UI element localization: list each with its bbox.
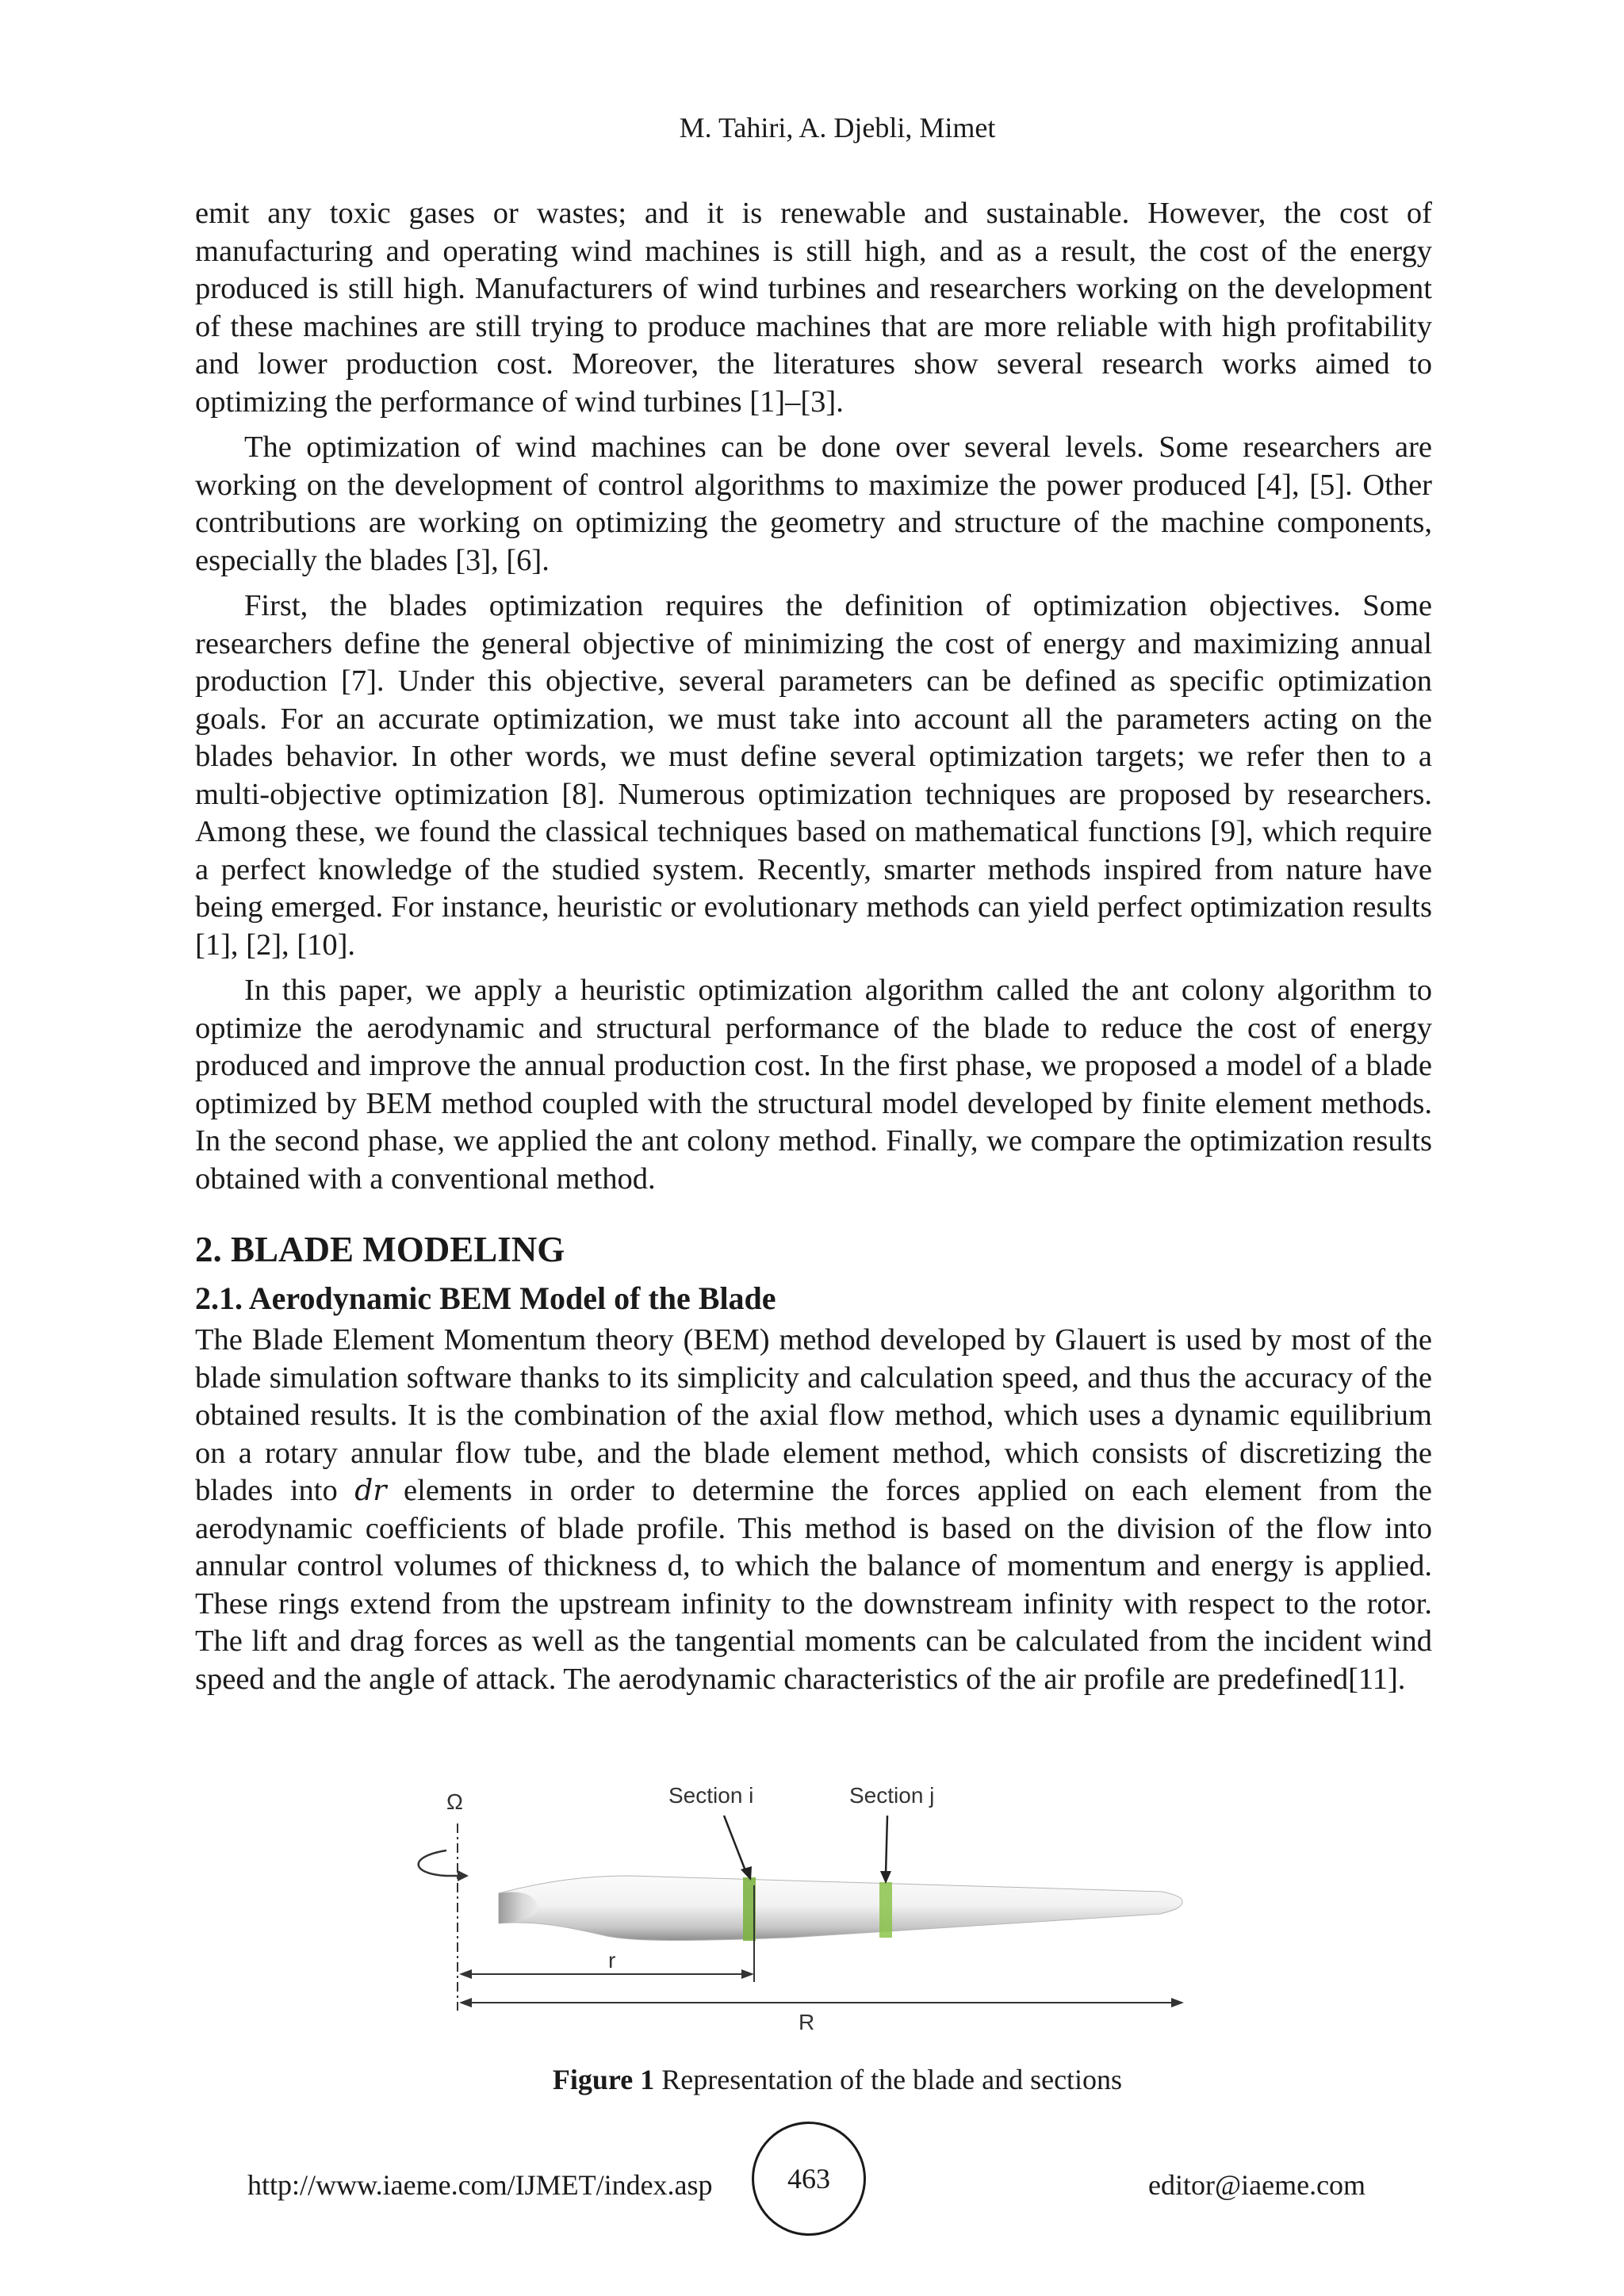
r-label: r: [608, 1948, 616, 1973]
figure-caption: [0, 2063, 1624, 2096]
footer-email-link[interactable]: editor@iaeme.com: [1148, 2169, 1366, 2201]
paragraph-bem: [195, 1322, 1432, 1698]
rotation-arrow-icon: [419, 1850, 458, 1876]
paragraph-bem-part-2: elements in order to determine the forces applied on each element from the aerodynamic coefficients of blade profile. This method is based on the division of the flow into annular control volumes of thickness d, to which the balance of momentum and energy is applied. These rings extend from the upstream infinity to the downstream infinity with respect to the rotor. The lift and drag forces as well as the tangential moments can be calculated from the incident wind speed and the angle of attack. The aerodynamic characteristics of the air profile are predefined[11].: [195, 1474, 1433, 1696]
R-label: R: [799, 2010, 815, 2034]
math-variable-dr: dr: [354, 1475, 387, 1507]
figure-caption-text: Representation of the blade and sections: [654, 2064, 1123, 2095]
figure-caption-label: Figure 1: [552, 2064, 655, 2095]
paragraph-4: In this paper, we apply a heuristic optimization algorithm called the ant colony algorithm to optimize the aerodynamic and structural performance of the blade to reduce the cost of energy produced and improve the annual production cost. In the first phase, we proposed a model of a blade optimized by BEM method coupled with the structural model developed by finite element methods. In the second phase, we applied the ant colony method. Finally, we compare the optimization results obtained with a conventional method.: [195, 974, 1432, 1196]
paragraph-bem-part-1: The Blade Element Momentum theory (BEM) method developed by Glauert is used by most of the blade simulation software thanks to its simplicity and calculation speed, and thus the accuracy of the obtained results. It is the combination of the axial flow method, which uses a dynamic equilibrium on a rotary annular flow tube, and the blade element method, which consists of discretizing the blades into: [195, 1323, 1432, 1507]
blade-shape: [499, 1876, 1182, 1941]
article-body: [195, 195, 1432, 1706]
section-j-arrowhead-icon: [880, 1871, 891, 1884]
section-i-pointer: [724, 1816, 746, 1873]
running-head-authors: M. Tahiri, A. Djebli, Mimet: [679, 112, 996, 144]
section-j-pointer: [886, 1816, 887, 1874]
section-heading: 2. BLADE MODELING: [195, 1230, 565, 1269]
omega-label: Ω: [446, 1789, 463, 1814]
r-arrowhead-right-icon: [741, 1969, 754, 1979]
r-arrowhead-left-icon: [459, 1969, 472, 1979]
paragraph-2: The optimization of wind machines can be done over several levels. Some researchers are working on the development of control algorithms to maximize the power produced [4], [5]. Other contributions are working on optimizing the geometry and structure of the machine components, especially the blades [3], [6].: [195, 430, 1432, 577]
subsection-heading: 2.1. Aerodynamic BEM Model of the Blade: [195, 1280, 776, 1316]
footer-url-link[interactable]: http://www.iaeme.com/IJMET/index.asp: [247, 2169, 713, 2201]
paragraph-3: First, the blades optimization requires the definition of optimization objectives. Some researchers define the general objective of minimizing the cost of energy and maximizing annual production [7]. Under this objective, several parameters can be defined as specific optimization goals. For an accurate optimization, we must take into account all the parameters acting on the blades behavior. In other words, we must define several optimization targets; we refer then to a multi-objective optimization [8]. Numerous optimization techniques are proposed by researchers. Among these, we found the classical techniques based on mathematical functions [9], which require a perfect knowledge of the studied system. Recently, smarter methods inspired from nature have being emerged. For instance, heuristic or evolutionary methods can yield perfect optimization results [1], [2], [10].: [195, 589, 1432, 962]
page-number: 463: [787, 2163, 830, 2195]
R-arrowhead-right-icon: [1171, 1998, 1184, 2007]
section-i-label: Section i: [668, 1783, 754, 1808]
page-number-badge: [752, 2122, 866, 2236]
section-j-label: Section j: [849, 1783, 935, 1808]
paragraph-1: emit any toxic gases or wastes; and it is renewable and sustainable. However, the cost of manufacturing and operating wind machines is still high, and as a result, the cost of the energy produced is still high. Manufacturers of wind turbines and researchers working on the development of these machines are still trying to produce machines that are more reliable with high profitability and lower production cost. Moreover, the literatures show several research works aimed to optimizing the performance of wind turbines [1]–[3].: [195, 197, 1432, 419]
R-arrowhead-left-icon: [459, 1998, 472, 2007]
rotation-arrowhead-icon: [458, 1870, 469, 1881]
blade-diagram: [400, 1774, 1201, 2038]
figure-blade-sections: [400, 1774, 1201, 2038]
section-j-band: [879, 1882, 892, 1938]
